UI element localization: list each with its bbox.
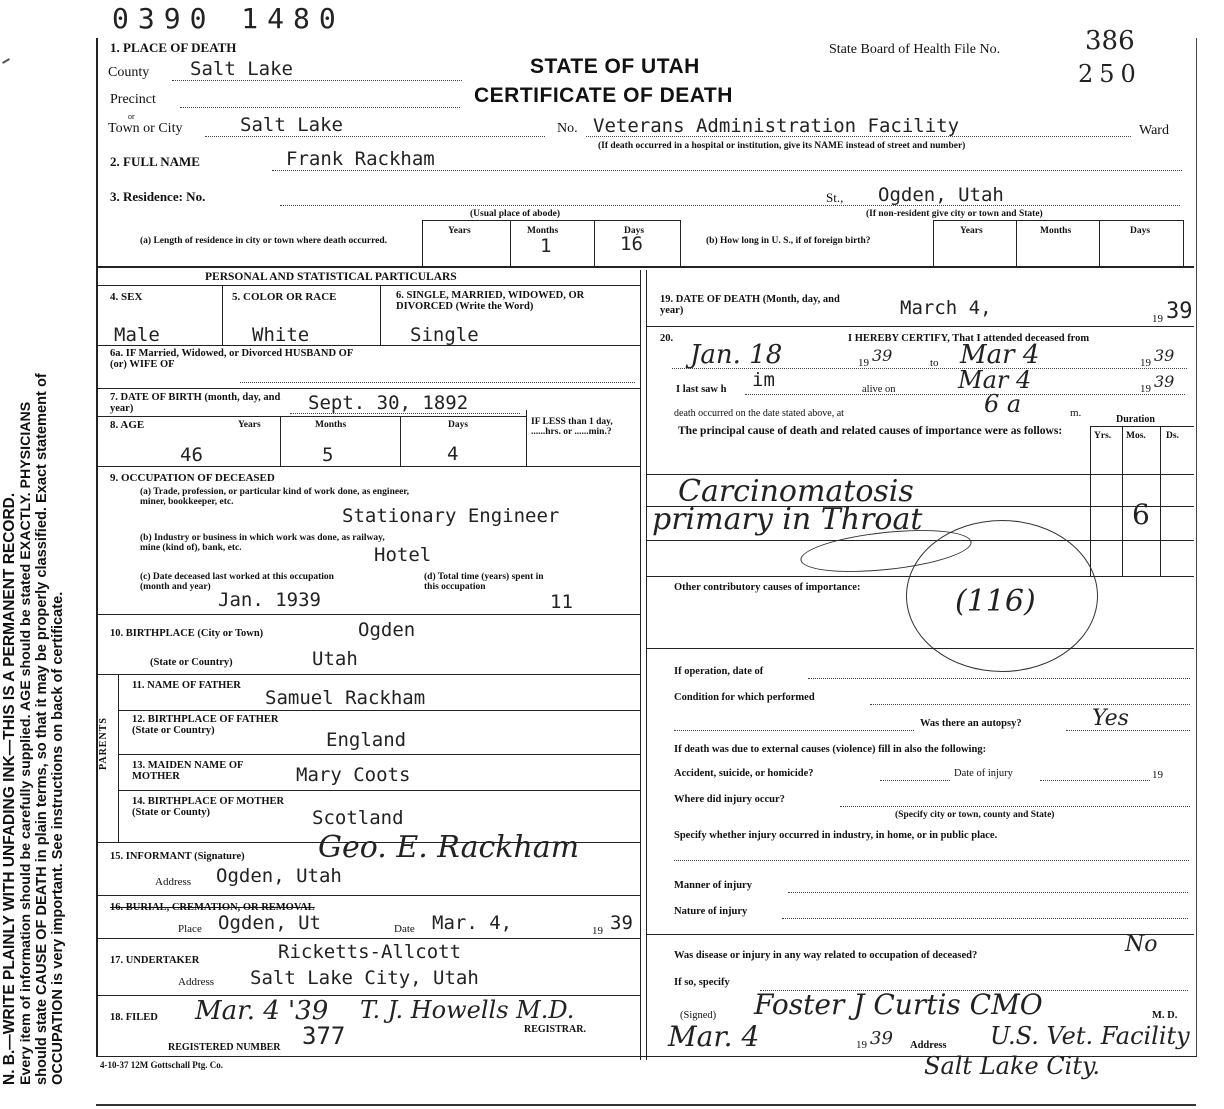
printer-footer: 4-10-37 12M Gottschall Ptg. Co. <box>100 1060 223 1070</box>
filed-label: 18. FILED <box>110 1012 158 1023</box>
row12-bottom <box>118 754 640 755</box>
condition-label: Condition for which performed <box>674 692 815 703</box>
residence-line <box>280 205 1180 206</box>
file-no-value-2: 250 <box>1078 60 1142 88</box>
attend-to-year: 39 <box>1154 346 1175 365</box>
age-days-value: 4 <box>447 443 459 465</box>
nature-label: Nature of injury <box>674 906 748 917</box>
signed-value: Foster J Curtis CMO <box>754 988 1043 1021</box>
age-v2 <box>400 416 401 466</box>
box-3a-v1 <box>422 220 423 266</box>
age-months-value: 5 <box>322 444 334 466</box>
place-of-death-label: 1. PLACE OF DEATH <box>110 40 237 55</box>
sex-label: 4. SEX <box>110 291 143 303</box>
informant-label: 15. INFORMANT (Signature) <box>110 851 245 862</box>
attend-from: Jan. 18 <box>690 340 783 370</box>
res-months-value: 1 <box>540 235 552 257</box>
burial-place-label: Place <box>178 923 202 935</box>
informant-address-label: Address <box>155 876 192 888</box>
county-value: Salt Lake <box>190 58 293 80</box>
occupation-related-label: Was disease or injury in any way related to occupation of deceased? <box>674 950 978 961</box>
attend-from-year: 39 <box>872 346 893 365</box>
attend-to: Mar 4 <box>960 340 1040 370</box>
town-value: Salt Lake <box>240 114 343 136</box>
regno-label: REGISTERED NUMBER <box>168 1042 281 1053</box>
where-injury-line <box>840 806 1190 807</box>
father-birthplace-label: 12. BIRTHPLACE OF FATHER (State or Country) <box>132 714 279 736</box>
page-bottom-rule <box>96 1104 1196 1106</box>
burial-date-label: Date <box>394 923 415 935</box>
center-divider-2 <box>646 270 647 1060</box>
last-saw-value: im <box>752 369 775 391</box>
last-saw-label: I last saw h <box>676 384 727 395</box>
accident-line <box>880 780 950 781</box>
row10-bottom <box>96 674 640 675</box>
us-months-h: Months <box>1040 226 1072 236</box>
nature-bottom <box>646 934 1194 935</box>
registrar-label: REGISTRAR. <box>524 1024 586 1035</box>
burial-place-value: Ogden, Ut <box>218 912 321 934</box>
row4-v2 <box>380 285 381 345</box>
date-of-injury-line <box>1040 780 1150 781</box>
marital-label: 6. SINGLE, MARRIED, WIDOWED, OR DIVORCED (Write the Word) <box>396 290 585 312</box>
full-name-value: Frank Rackham <box>286 148 435 170</box>
us-len-label: (b) How long in U. S., if of foreign birth? <box>706 236 871 246</box>
parents-divider <box>118 674 119 842</box>
center-divider-1 <box>640 270 641 1060</box>
other-causes-line <box>646 648 1194 649</box>
certificate-top-number: 0390 1480 <box>112 2 345 35</box>
box-3a-v2 <box>510 220 511 266</box>
cause-2: primary in Throat <box>652 502 923 537</box>
nonresident-note: (If non-resident give city or town and State) <box>866 209 1043 219</box>
row9-bottom <box>96 614 640 615</box>
spouse-label: 6a. IF Married, Widowed, or Divorced HUSBAND OF (or) WIFE OF <box>110 348 353 370</box>
occ-d-label: (d) Total time (years) spent in this occupation <box>424 572 544 592</box>
row15-bottom <box>96 895 640 896</box>
res-years-h: Years <box>448 226 471 236</box>
where-injury-label: Where did injury occur? <box>674 794 785 805</box>
personal-header: PERSONAL AND STATISTICAL PARTICULARS <box>205 271 457 283</box>
birthplace-state: Utah <box>312 648 358 670</box>
precinct-label: Precinct <box>110 92 156 107</box>
town-line <box>205 136 545 137</box>
duration-v1 <box>1090 426 1091 576</box>
side-instructions <box>2 373 66 1085</box>
or-label: or <box>128 112 135 121</box>
attend-20-label: 20. <box>660 333 674 344</box>
undertaker-value: Ricketts-Allcott <box>278 941 462 963</box>
signed-date: Mar. 4 <box>668 1020 760 1053</box>
full-name-label: 2. FULL NAME <box>110 154 200 169</box>
main-top-line <box>96 266 1194 268</box>
institution-value: Veterans Administration Facility <box>593 115 960 137</box>
operation-date-label: If operation, date of <box>674 666 764 677</box>
age-less-label: IF LESS than 1 day, ......hrs. or ......min.? <box>531 417 613 437</box>
full-name-line <box>272 170 1182 171</box>
mother-birthplace-value: Scotland <box>312 807 404 829</box>
age-years-value: 46 <box>180 444 203 466</box>
father-birthplace-value: England <box>326 729 407 751</box>
town-label: Town or City <box>108 121 183 136</box>
row13-bottom <box>118 790 640 791</box>
autopsy-label: Was there an autopsy? <box>920 718 1022 729</box>
duration-v2 <box>1122 426 1123 576</box>
signed-year: 39 <box>870 1028 893 1049</box>
accident-label: Accident, suicide, or homicide? <box>674 768 814 779</box>
side-note-line-2: Every item of information should be carefully supplied. AGE should be stated EXACTLY. PHYSICIANS <box>18 401 34 1085</box>
ward-label: Ward <box>1139 123 1169 138</box>
row8-bottom <box>96 466 640 467</box>
dob-value: Sept. 30, 1892 <box>308 392 469 414</box>
alive-year: 39 <box>1154 372 1175 391</box>
death-time: 6 a <box>984 390 1022 418</box>
manner-label: Manner of injury <box>674 880 752 891</box>
duration-yrs: Yrs. <box>1094 431 1112 441</box>
res-len-label: (a) Length of residence in city or town where death occurred. <box>140 236 388 246</box>
occ-d-value: 11 <box>550 591 573 613</box>
residence-label: 3. Residence: No. <box>110 189 206 204</box>
specify-where-line <box>674 860 1189 861</box>
burial-label: 16. BURIAL, CREMATION, OR REMOVAL <box>110 902 315 913</box>
signed-address-label: Address <box>910 1040 947 1051</box>
side-note-line-4: OCCUPATION is very important. See instructions on back of certificate. <box>50 591 66 1085</box>
mother-name-label: 13. MAIDEN NAME OF MOTHER <box>132 760 244 782</box>
occ-c-label: (c) Date deceased last worked at this occupation (month and year) <box>140 572 334 592</box>
occ-c-value: Jan. 1939 <box>218 589 321 611</box>
us-years-h: Years <box>960 226 983 236</box>
attend-from-yr: 19 <box>858 357 869 369</box>
undertaker-label: 17. UNDERTAKER <box>110 955 200 966</box>
personal-header-line <box>96 285 640 286</box>
box-3b-v4 <box>1183 220 1184 266</box>
cause-1: Carcinomatosis <box>678 474 914 509</box>
specify-where-label: Specify whether injury occurred in industry, in home, or in public place. <box>674 830 998 841</box>
box-3b-v1 <box>933 220 934 266</box>
res-days-h: Days <box>624 226 645 236</box>
filed-date: Mar. 4 '39 <box>195 996 329 1026</box>
registrar-signature: T. J. Howells M.D. <box>360 996 575 1024</box>
sex-value: Male <box>114 324 160 346</box>
death-at-label: death occurred on the date stated above, at <box>674 408 844 419</box>
race-value: White <box>252 324 310 346</box>
autopsy-line <box>1066 730 1190 731</box>
undertaker-address-label: Address <box>178 976 215 988</box>
duration-mos: Mos. <box>1126 431 1146 441</box>
burial-year: 39 <box>610 912 633 934</box>
spouse-line <box>240 382 635 383</box>
birthplace-label: 10. BIRTHPLACE (City or Town) <box>110 628 264 639</box>
father-name-value: Samuel Rackham <box>265 687 426 709</box>
principal-cause-label: The principal cause of death and related causes of importance were as follows: <box>678 425 1063 437</box>
us-days-h: Days <box>1130 226 1151 236</box>
row4-v1 <box>222 285 223 345</box>
alive-on-value: Mar 4 <box>958 366 1032 394</box>
mother-name-value: Mary Coots <box>296 764 411 786</box>
autopsy-value: Yes <box>1092 706 1129 731</box>
certify-label: I HEREBY CERTIFY, That I attended deceased from <box>848 333 1090 344</box>
if-so-specify-label: If so, specify <box>674 977 730 988</box>
signed-yr: 19 <box>856 1039 867 1051</box>
burial-year-prefix: 19 <box>592 925 603 937</box>
date-of-death-value: March 4, <box>900 297 992 319</box>
age-label: 8. AGE <box>110 419 145 431</box>
age-v3 <box>526 410 527 466</box>
file-no-label: State Board of Health File No. <box>829 42 1001 57</box>
row11-bottom <box>118 710 640 711</box>
institution-note: (If death occurred in a hospital or institution, give its NAME instead of street and number) <box>598 141 966 151</box>
undertaker-address: Salt Lake City, Utah <box>250 967 479 989</box>
box-3a-top <box>422 220 680 221</box>
age-v1 <box>280 416 281 466</box>
race-label: 5. COLOR OR RACE <box>232 291 337 303</box>
box-3b-v3 <box>1099 220 1100 266</box>
condition-line <box>870 704 1190 705</box>
occ-a-value: Stationary Engineer <box>342 505 560 527</box>
father-name-label: 11. NAME OF FATHER <box>132 680 241 691</box>
informant-signature: Geo. E. Rackham <box>318 830 580 865</box>
duration-label: Duration <box>1116 414 1155 425</box>
last-saw-line <box>745 394 1185 395</box>
form-title-certificate: CERTIFICATE OF DEATH <box>474 84 733 107</box>
stamp-number: (116) <box>955 584 1036 619</box>
condition-line-2 <box>674 730 914 731</box>
nature-line <box>782 918 1188 919</box>
burial-date-value: Mar. 4, <box>432 912 513 934</box>
box-3a-v4 <box>680 220 681 266</box>
specify-city-note: (Specify city or town, county and State) <box>895 810 1055 820</box>
residence-st-label: St., <box>826 190 844 205</box>
side-note-line-1: N. B.—WRITE PLAINLY WITH UNFADING INK—THIS IS A PERMANENT RECORD. <box>1 492 18 1085</box>
date-of-injury-label: Date of injury <box>954 768 1013 779</box>
occupation-related-value: No <box>1125 932 1158 957</box>
attend-line <box>672 368 1187 369</box>
marital-value: Single <box>410 324 479 346</box>
birthplace-state-label: (State or Country) <box>150 657 233 668</box>
death-time-m: m. <box>1070 407 1082 419</box>
row7-bottom <box>96 416 526 417</box>
res-months-h: Months <box>527 226 559 236</box>
alive-on-label: alive on <box>862 384 896 395</box>
age-months-h: Months <box>315 420 347 430</box>
occ-b-value: Hotel <box>374 544 432 566</box>
file-no-value: 386 <box>1085 26 1135 56</box>
age-days-h: Days <box>448 420 469 430</box>
attend-to-yr: 19 <box>1140 357 1151 369</box>
birthplace-city: Ogden <box>358 619 416 641</box>
county-label: County <box>108 65 150 80</box>
occupation-label: 9. OCCUPATION OF DECEASED <box>110 472 275 484</box>
form-title-state: STATE OF UTAH <box>530 55 700 78</box>
box-3a-v3 <box>594 220 595 266</box>
side-note-line-3: should state CAUSE OF DEATH in plain terms, so that it may be properly classified. Exact statement of <box>34 373 50 1085</box>
county-line <box>172 80 462 81</box>
duration-ds: Ds. <box>1166 431 1179 441</box>
row6a-bottom <box>96 388 640 389</box>
occ-b-label: (b) Industry or business in which work was done, as railway, mine (kind of), bank, etc. <box>140 533 385 553</box>
institution-line <box>586 136 1131 137</box>
dod-year-prefix: 19 <box>1152 313 1163 325</box>
signed-md: M. D. <box>1152 1010 1178 1021</box>
box-3b-top <box>933 220 1183 221</box>
age-years-h: Years <box>238 420 261 430</box>
operation-date-line <box>808 678 1190 679</box>
row19-bottom <box>646 326 1194 327</box>
signed-address-2: Salt Lake City. <box>924 1052 1101 1080</box>
occ-a-label: (a) Trade, profession, or particular kind of work done, as engineer, miner, bookkeeper, etc. <box>140 487 410 507</box>
regno-value: 377 <box>302 1022 346 1050</box>
mother-birthplace-label: 14. BIRTHPLACE OF MOTHER (State or County) <box>132 796 285 818</box>
parents-label: PARENTS <box>98 717 109 770</box>
manner-line <box>788 892 1188 893</box>
duration-top <box>1090 426 1194 427</box>
dod-year: 39 <box>1166 299 1193 324</box>
signed-label: (Signed) <box>680 1010 717 1021</box>
injury-yr: 19 <box>1152 769 1163 781</box>
attend-to-label: to <box>930 357 939 369</box>
signed-address: U.S. Vet. Facility <box>990 1022 1190 1050</box>
other-causes-label: Other contributory causes of importance: <box>674 582 861 593</box>
residence-value: Ogden, Utah <box>878 184 1004 206</box>
cause-duration-mos: 6 <box>1132 498 1150 531</box>
dob-label: 7. DATE OF BIRTH (month, day, and year) <box>110 392 281 414</box>
alive-yr: 19 <box>1140 383 1151 395</box>
date-of-death-label: 19. DATE OF DEATH (Month, day, and year) <box>660 294 840 316</box>
informant-address: Ogden, Utah <box>216 865 342 887</box>
duration-v3 <box>1160 426 1161 576</box>
dob-line <box>290 413 520 414</box>
row16-bottom <box>96 938 640 939</box>
res-days-value: 16 <box>620 233 643 255</box>
box-3b-v2 <box>1016 220 1017 266</box>
usual-abode-note: (Usual place of abode) <box>470 209 560 219</box>
precinct-line <box>180 107 460 108</box>
no-label: No. <box>557 121 578 136</box>
row4-bottom <box>96 345 640 346</box>
scan-mark <box>2 58 10 64</box>
external-causes-label: If death was due to external causes (violence) fill in also the following: <box>674 744 987 755</box>
